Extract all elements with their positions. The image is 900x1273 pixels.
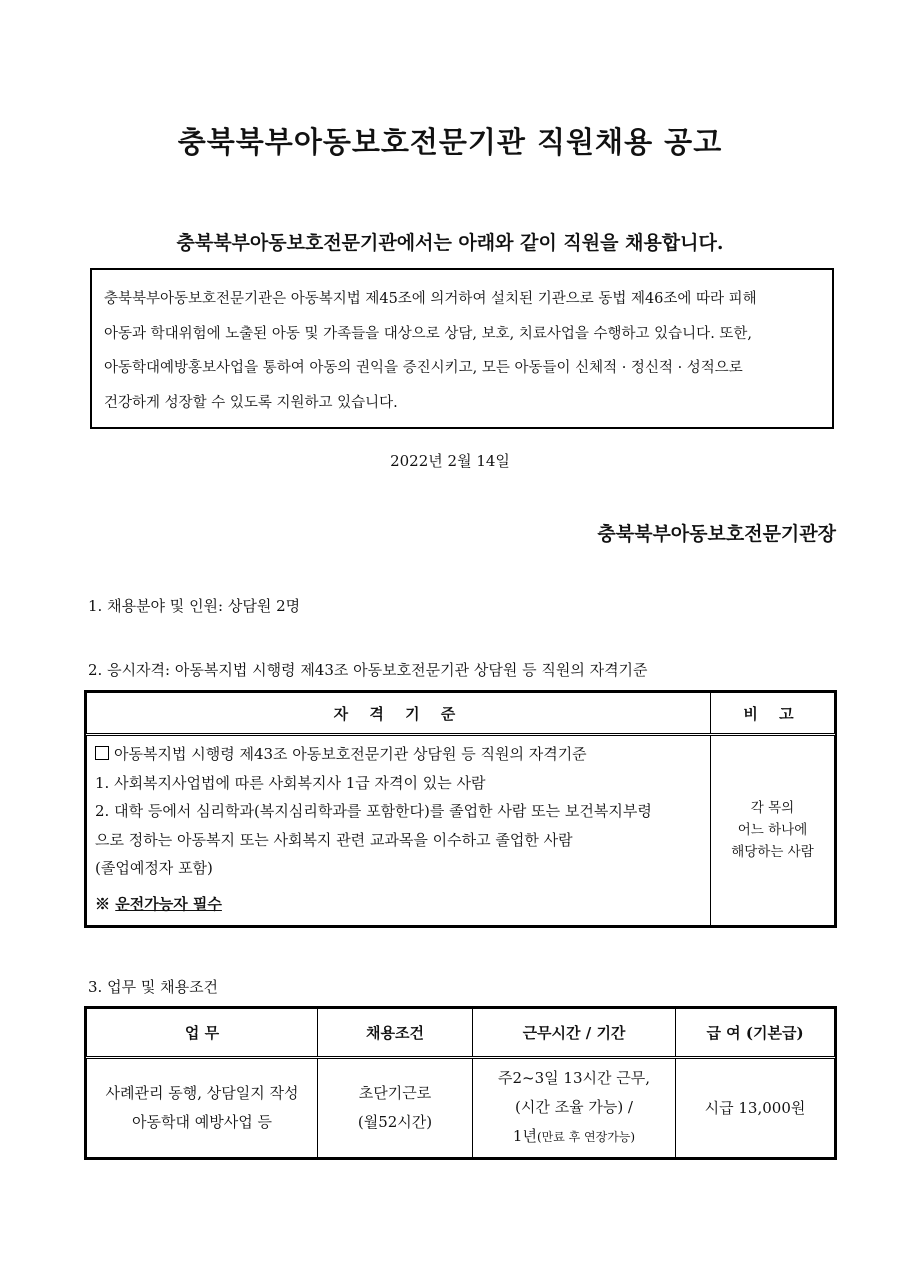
duty-line: 사례관리 동행, 상담일지 작성 [105,1084,299,1102]
section-heading-3: 3. 업무 및 채용조건 [88,978,219,996]
intro-line: 건강하게 성장할 수 있도록 지원하고 있습니다. [104,394,398,411]
criteria-note [95,889,704,919]
pay-cell: 시급 13,000원 [676,1058,835,1158]
table-row [87,735,835,926]
signer: 충북북부아동보호전문기관장 [597,523,836,545]
criteria-cell [87,735,711,926]
reference-mark: ※ [95,894,111,913]
criteria-line: (졸업예정자 포함) [95,859,213,877]
qualification-table [86,692,835,926]
checkbox-square-icon [95,746,109,760]
terms-cell [318,1058,473,1158]
duty-cell [87,1058,318,1158]
duty-header: 업 무 [87,1009,318,1058]
criteria-line: 아동복지법 시행령 제43조 아동보호전문기관 상담원 등 직원의 자격기준 [95,740,704,769]
terms-line: (월52시간) [357,1113,433,1131]
table-header-row [87,693,835,735]
remark-line: 어느 하나에 [737,822,808,839]
intro-line: 충북북부아동보호전문기관은 아동복지법 제45조에 의거하여 설치된 기관으로 동법 제46조에 따라 피해 [104,291,757,307]
remark-line: 해당하는 사람 [731,844,814,861]
table-row [87,1058,835,1158]
remark-cell [711,735,835,926]
terms-header: 채용조건 [318,1009,473,1058]
page-subtitle: 충북북부아동보호전문기관에서는 아래와 같이 직원을 채용합니다. [176,232,724,254]
driving-requirement: 운전가능자 필수 [115,894,222,913]
hours-header: 근무시간 / 기간 [473,1009,676,1058]
pay-header: 급 여 (기본급) [676,1009,835,1058]
remark-header: 비 고 [711,693,835,735]
hours-cell [473,1058,676,1158]
intro-box [90,268,834,429]
criteria-line: 1. 사회복지사업법에 따른 사회복지사 1급 자격이 있는 사람 [95,773,486,792]
hours-line: (시간 조율 가능) / [514,1098,633,1116]
criteria-line: 2. 대학 등에서 심리학과(복지심리학과를 포함한다)를 졸업한 사람 또는 보건복지부령 [95,802,652,820]
criteria-line: 으로 정하는 아동복지 또는 사회복지 관련 교과목을 이수하고 졸업한 사람 [95,830,573,849]
hours-line: 1년(만료 후 연장가능) [512,1127,636,1145]
criteria-header: 자 격 기 준 [87,693,711,735]
table-header-row [87,1009,835,1058]
terms-line: 초단기근로 [358,1084,432,1102]
duty-line: 아동학대 예방사업 등 [132,1113,272,1131]
remark-line: 각 목의 [750,800,795,817]
section-heading-2: 2. 응시자격: 아동복지법 시행령 제43조 아동보호전문기관 상담원 등 직원의 자격기준 [88,661,648,679]
intro-line: 아동학대예방홍보사업을 통하여 아동의 권익을 증진시키고, 모든 아동들이 신체적 · 정신적 · 성적으로 [104,360,743,376]
conditions-table [86,1008,835,1158]
hours-line: 주2~3일 13시간 근무, [498,1069,650,1087]
page-title: 충북북부아동보호전문기관 직원채용 공고 [177,125,723,159]
section-heading-1: 1. 채용분야 및 인원: 상담원 2명 [88,597,301,615]
announcement-date: 2022년 2월 14일 [390,452,510,470]
intro-line: 아동과 학대위험에 노출된 아동 및 가족들을 대상으로 상담, 보호, 치료사업을 수행하고 있습니다. 또한, [104,325,753,342]
